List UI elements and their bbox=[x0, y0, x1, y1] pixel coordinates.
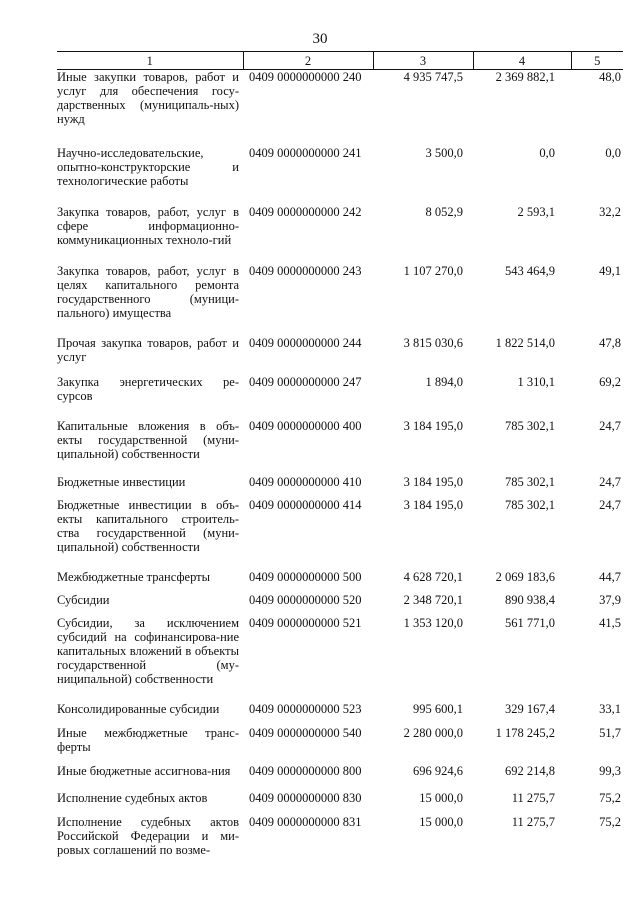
row-spacer bbox=[57, 754, 623, 764]
table-row bbox=[57, 475, 623, 489]
row-percent: 0,0 bbox=[605, 146, 621, 160]
row-name: Консолидированные субсидии bbox=[57, 702, 220, 716]
row-percent: 24,7 bbox=[599, 419, 621, 433]
table-row bbox=[57, 764, 623, 778]
row-plan-value: 1 353 120,0 bbox=[403, 616, 463, 630]
row-code: 0409 0000000000 243 bbox=[249, 264, 362, 278]
row-code: 0409 0000000000 521 bbox=[249, 616, 362, 630]
row-name: Закупка товаров, работ, услуг в сфере информационно-коммуникационных техноло-гий bbox=[57, 205, 239, 247]
row-fact-value: 1 310,1 bbox=[517, 375, 555, 389]
row-plan-value: 3 500,0 bbox=[425, 146, 463, 160]
row-code: 0409 0000000000 800 bbox=[249, 764, 362, 778]
row-name: Субсидии, за исключением субсидий на софинансирова-ние капитальных вложений в объекты государственной (му-ниципальной) собственности bbox=[57, 616, 239, 686]
table-row bbox=[57, 726, 623, 754]
row-percent: 32,2 bbox=[599, 205, 621, 219]
row-fact-value: 2 069 183,6 bbox=[495, 570, 555, 584]
row-code: 0409 0000000000 830 bbox=[249, 791, 362, 805]
row-code: 0409 0000000000 247 bbox=[249, 375, 362, 389]
table-row bbox=[57, 70, 623, 127]
row-percent: 41,5 bbox=[599, 616, 621, 630]
row-plan-value: 4 628 720,1 bbox=[403, 570, 463, 584]
header-col-3: 3 bbox=[373, 52, 473, 70]
row-name: Закупка энергетических ре-сурсов bbox=[57, 375, 239, 403]
table-header bbox=[57, 52, 623, 70]
row-percent: 69,2 bbox=[599, 375, 621, 389]
row-percent: 44,7 bbox=[599, 570, 621, 584]
row-fact-value: 329 167,4 bbox=[505, 702, 555, 716]
row-name: Прочая закупка товаров, работ и услуг bbox=[57, 336, 239, 364]
row-percent: 47,8 bbox=[599, 336, 621, 350]
row-spacer bbox=[57, 805, 623, 815]
row-name: Межбюджетные трансферты bbox=[57, 570, 211, 584]
budget-table bbox=[57, 51, 623, 857]
row-spacer bbox=[57, 403, 623, 419]
row-spacer bbox=[57, 607, 623, 616]
row-code: 0409 0000000000 242 bbox=[249, 205, 362, 219]
table-body bbox=[57, 70, 623, 858]
row-code: 0409 0000000000 240 bbox=[249, 70, 362, 84]
row-percent: 51,7 bbox=[599, 726, 621, 740]
row-name: Научно-исследовательские, опытно-конструкторские и технологические работы bbox=[57, 146, 239, 188]
row-plan-value: 8 052,9 bbox=[425, 205, 463, 219]
row-fact-value: 2 369 882,1 bbox=[495, 70, 555, 84]
row-spacer bbox=[57, 188, 623, 205]
row-plan-value: 15 000,0 bbox=[419, 791, 463, 805]
header-col-2: 2 bbox=[243, 52, 373, 70]
row-spacer bbox=[57, 554, 623, 570]
row-code: 0409 0000000000 523 bbox=[249, 702, 362, 716]
row-plan-value: 3 184 195,0 bbox=[403, 475, 463, 489]
row-spacer bbox=[57, 584, 623, 593]
table-row bbox=[57, 375, 623, 403]
row-fact-value: 890 938,4 bbox=[505, 593, 555, 607]
row-percent: 37,9 bbox=[599, 593, 621, 607]
table-row bbox=[57, 593, 623, 607]
row-plan-value: 1 107 270,0 bbox=[403, 264, 463, 278]
row-plan-value: 696 924,6 bbox=[413, 764, 463, 778]
row-code: 0409 0000000000 410 bbox=[249, 475, 362, 489]
row-percent: 99,3 bbox=[599, 764, 621, 778]
row-code: 0409 0000000000 244 bbox=[249, 336, 362, 350]
row-percent: 24,7 bbox=[599, 475, 621, 489]
row-plan-value: 2 280 000,0 bbox=[403, 726, 463, 740]
row-name: Иные межбюджетные транс-ферты bbox=[57, 726, 239, 754]
row-name: Бюджетные инвестиции в объ-екты капитального строитель-ства государственной (муни-ципальной) собственности bbox=[57, 498, 239, 554]
row-fact-value: 2 593,1 bbox=[517, 205, 555, 219]
row-spacer bbox=[57, 247, 623, 264]
row-spacer bbox=[57, 461, 623, 475]
row-name: Капитальные вложения в объ-екты государственной (муни-ципальной) собственности bbox=[57, 419, 239, 461]
row-percent: 33,1 bbox=[599, 702, 621, 716]
page-number: 30 bbox=[312, 31, 328, 47]
table-row bbox=[57, 205, 623, 247]
row-name: Субсидии bbox=[57, 593, 110, 607]
table-row bbox=[57, 702, 623, 716]
row-fact-value: 11 275,7 bbox=[511, 815, 555, 829]
row-code: 0409 0000000000 400 bbox=[249, 419, 362, 433]
header-col-5: 5 bbox=[571, 52, 623, 70]
row-percent: 24,7 bbox=[599, 498, 621, 512]
header-col-1: 1 bbox=[57, 52, 243, 70]
table-row bbox=[57, 498, 623, 554]
row-fact-value: 0,0 bbox=[539, 146, 555, 160]
table-row bbox=[57, 616, 623, 686]
table-row bbox=[57, 336, 623, 364]
row-plan-value: 3 184 195,0 bbox=[403, 498, 463, 512]
row-percent: 48,0 bbox=[599, 70, 621, 84]
row-name: Исполнение судебных актов Российской Федерации и ми-ровых соглашений по возме- bbox=[57, 815, 239, 857]
row-code: 0409 0000000000 241 bbox=[249, 146, 362, 160]
row-spacer bbox=[57, 126, 623, 146]
header-col-4: 4 bbox=[473, 52, 571, 70]
table-row bbox=[57, 791, 623, 805]
row-fact-value: 1 178 245,2 bbox=[495, 726, 555, 740]
row-name: Иные бюджетные ассигнова-ния bbox=[57, 764, 231, 778]
row-percent: 75,2 bbox=[599, 791, 621, 805]
table-row bbox=[57, 264, 623, 320]
row-plan-value: 15 000,0 bbox=[419, 815, 463, 829]
row-spacer bbox=[57, 489, 623, 498]
row-spacer bbox=[57, 778, 623, 791]
row-fact-value: 785 302,1 bbox=[505, 419, 555, 433]
row-plan-value: 1 894,0 bbox=[425, 375, 463, 389]
row-fact-value: 785 302,1 bbox=[505, 475, 555, 489]
row-fact-value: 1 822 514,0 bbox=[495, 336, 555, 350]
row-code: 0409 0000000000 831 bbox=[249, 815, 362, 829]
row-plan-value: 2 348 720,1 bbox=[403, 593, 463, 607]
row-plan-value: 3 815 030,6 bbox=[403, 336, 463, 350]
row-fact-value: 11 275,7 bbox=[511, 791, 555, 805]
row-spacer bbox=[57, 320, 623, 336]
row-spacer bbox=[57, 716, 623, 726]
row-spacer bbox=[57, 364, 623, 375]
row-name: Исполнение судебных актов bbox=[57, 791, 208, 805]
row-fact-value: 692 214,8 bbox=[505, 764, 555, 778]
row-code: 0409 0000000000 414 bbox=[249, 498, 362, 512]
table-row bbox=[57, 419, 623, 461]
row-name: Бюджетные инвестиции bbox=[57, 475, 186, 489]
row-plan-value: 4 935 747,5 bbox=[403, 70, 463, 84]
row-code: 0409 0000000000 500 bbox=[249, 570, 362, 584]
table-row bbox=[57, 570, 623, 584]
row-code: 0409 0000000000 520 bbox=[249, 593, 362, 607]
row-plan-value: 3 184 195,0 bbox=[403, 419, 463, 433]
row-percent: 75,2 bbox=[599, 815, 621, 829]
row-fact-value: 785 302,1 bbox=[505, 498, 555, 512]
row-plan-value: 995 600,1 bbox=[413, 702, 463, 716]
row-fact-value: 543 464,9 bbox=[505, 264, 555, 278]
row-spacer bbox=[57, 686, 623, 702]
row-code: 0409 0000000000 540 bbox=[249, 726, 362, 740]
table-row bbox=[57, 146, 623, 188]
row-name: Иные закупки товаров, работ и услуг для обеспечения госу-дарственных (муниципаль-ных) нужд bbox=[57, 70, 239, 126]
row-name: Закупка товаров, работ, услуг в целях капитального ремонта государственного (муници-пального) имущества bbox=[57, 264, 239, 320]
table-row bbox=[57, 815, 623, 857]
row-percent: 49,1 bbox=[599, 264, 621, 278]
row-fact-value: 561 771,0 bbox=[505, 616, 555, 630]
